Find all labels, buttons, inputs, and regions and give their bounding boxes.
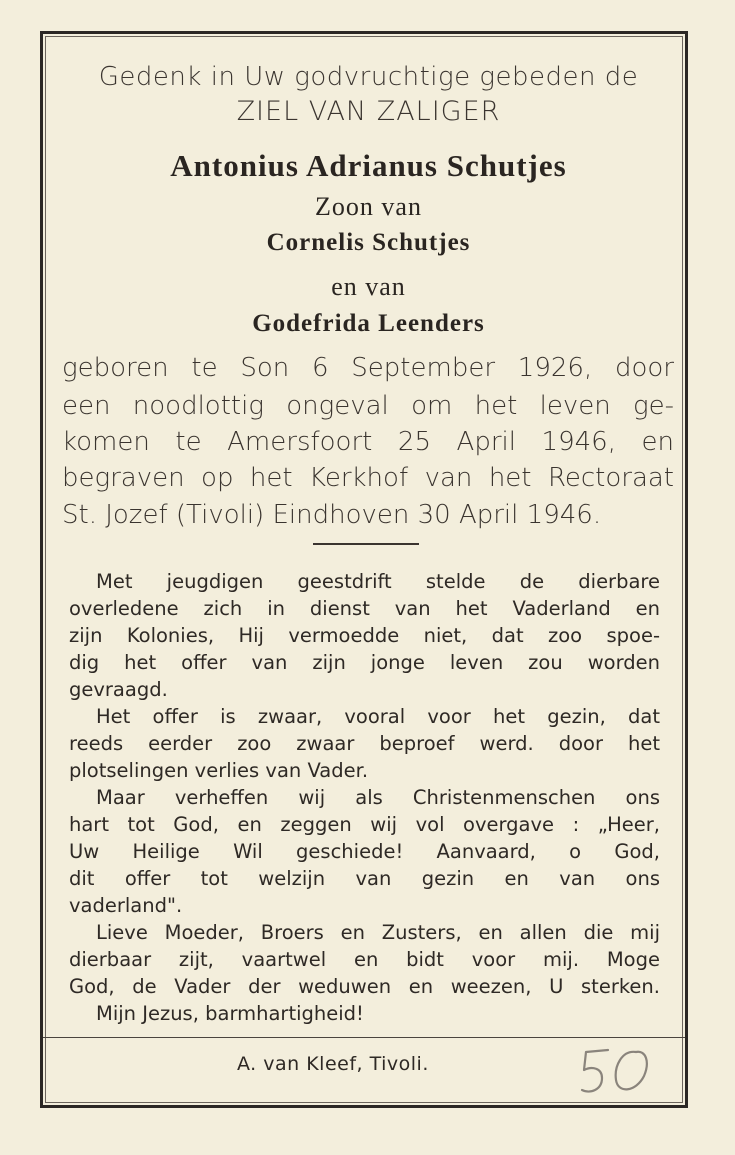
biography-line: geboren te Son 6 September 1926, door: [62, 353, 674, 383]
deceased-name: Antonius Adrianus Schutjes: [170, 148, 567, 183]
text-line: Uw Heilige Wil geschiede! Aanvaard, o God,: [69, 840, 660, 863]
prayer-request-line: Gedenk in Uw godvruchtige gebeden de: [98, 62, 639, 92]
text-line: Het offer is zwaar, vooral voor het gezin, dat: [96, 705, 660, 728]
text-line: overledene zich in dienst van het Vaderland en: [69, 597, 660, 620]
son-of-label: Zoon van: [315, 192, 422, 221]
mother-name: Godefrida Leenders: [252, 310, 485, 337]
text-line: Met jeugdigen geestdrift stelde de dierbare: [96, 570, 660, 593]
text-line: zijn Kolonies, Hij vermoedde niet, dat zoo spoe-: [69, 624, 660, 647]
text-line: reeds eerder zoo zwaar beproef werd. door het: [69, 732, 660, 755]
text-line: dig het offer van zijn jonge leven zou worden: [69, 651, 660, 674]
printer-credit: A. van Kleef, Tivoli.: [237, 1053, 429, 1075]
text-line: vaderland".: [69, 894, 183, 917]
father-name: Cornelis Schutjes: [266, 229, 471, 256]
biography-line: een noodlottig ongeval om het leven ge-: [62, 391, 674, 421]
text-line: hart tot God, en zeggen wij vol overgave : „Heer,: [69, 813, 660, 836]
and-of-label: en van: [331, 272, 406, 301]
soul-heading: ZIEL VAN ZALIGER: [236, 96, 501, 127]
text-line: gevraagd.: [69, 678, 168, 701]
biography-line: komen te Amersfoort 25 April 1946, en: [62, 427, 674, 457]
text-line: dierbaar zijt, vaartwel en bidt voor mij. Moge: [69, 948, 660, 971]
text-line: plotselingen verlies van Vader.: [69, 759, 369, 782]
footer-divider: [43, 1037, 685, 1038]
biography-line: St. Jozef (Tivoli) Eindhoven 30 April 1946.: [62, 500, 602, 530]
handwritten-number: [578, 1040, 660, 1100]
text-line: dit offer tot welzijn van gezin en van ons: [69, 867, 660, 890]
text-line: God, de Vader der weduwen en weezen, U sterken.: [69, 975, 660, 998]
text-line: Maar verheffen wij als Christenmenschen ons: [96, 786, 660, 809]
divider: [313, 543, 419, 545]
biography-line: begraven op het Kerkhof van het Rectoraat: [62, 463, 674, 493]
text-line: Lieve Moeder, Broers en Zusters, en allen die mij: [96, 921, 660, 944]
text-line: Mijn Jezus, barmhartigheid!: [96, 1002, 364, 1025]
